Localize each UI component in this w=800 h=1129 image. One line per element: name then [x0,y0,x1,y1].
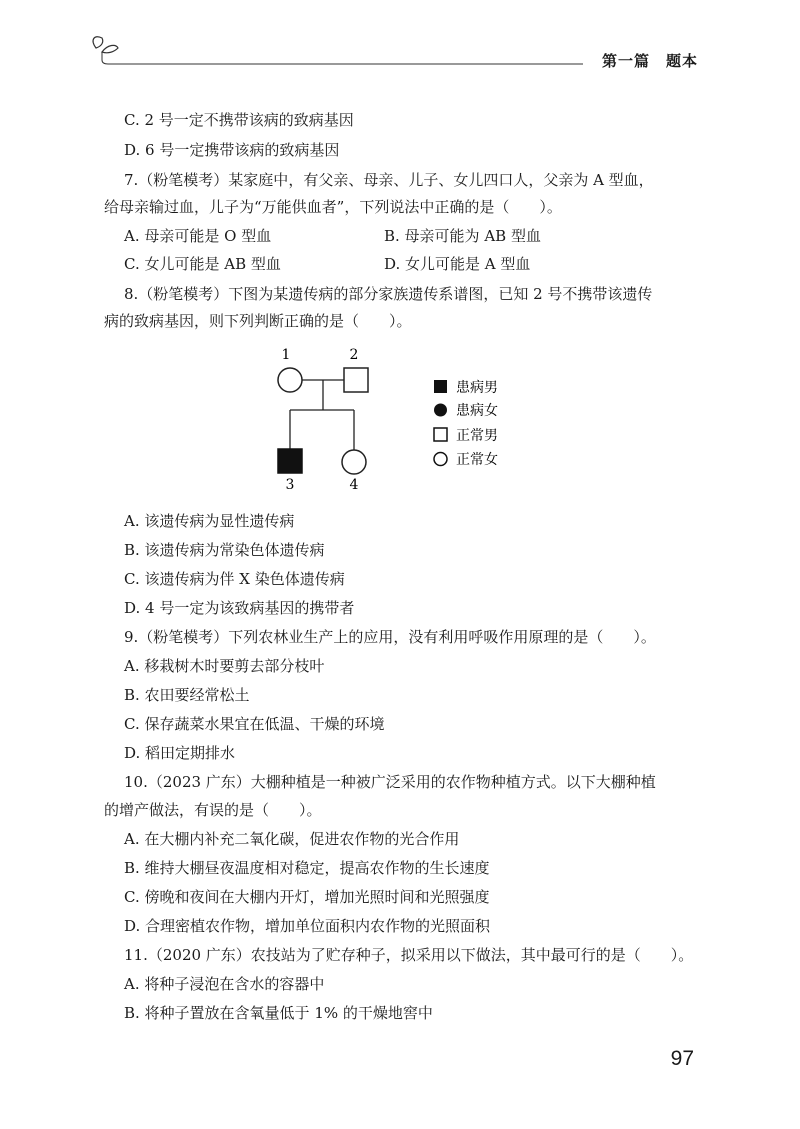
page-header [88,30,698,70]
legend-normal-female: 正常女 [456,452,498,468]
q9-option-b: B. 农田要经常松土 [124,686,250,704]
legend-affected-female-icon [434,404,447,417]
q11-stem-line1: 11.（2020 广东）农技站为了贮存种子，拟采用以下做法，其中最可行的是（ ）。 [124,946,694,964]
legend-normal-male: 正常男 [456,428,498,444]
q8-option-a: A. 该遗传病为显性遗传病 [124,512,295,530]
individual-4-normal-female [342,450,366,474]
q9-option-a: A. 移栽树木时要剪去部分枝叶 [124,657,325,675]
section-title: 第一篇 题本 [601,52,698,70]
pedigree-number-3: 3 [285,477,295,492]
pedigree-chart [268,342,518,492]
q10-option-b: B. 维持大棚昼夜温度相对稳定，提高农作物的生长速度 [124,859,490,877]
legend-normal-male-icon [434,428,447,441]
page-number: 97 [670,1047,694,1070]
individual-3-affected-male [278,449,302,473]
q10-option-d: D. 合理密植农作物，增加单位面积内农作物的光照面积 [124,917,491,935]
legend-normal-female-icon [434,453,447,466]
q8-option-b: B. 该遗传病为常染色体遗传病 [124,541,325,559]
q9-option-c: C. 保存蔬菜水果宜在低温、干燥的环境 [124,715,385,733]
q8-stem-line2: 病的致病基因，则下列判断正确的是（ ）。 [104,312,412,330]
q10-stem-line2: 的增产做法，有误的是（ ）。 [104,801,322,819]
q8-option-c: C. 该遗传病为伴 X 染色体遗传病 [124,570,345,588]
q9-stem-line1: 9.（粉笔模考）下列农林业生产上的应用，没有利用呼吸作用原理的是（ ）。 [124,628,656,646]
individual-1-normal-female [278,368,302,392]
q6-option-c: C. 2 号一定不携带该病的致病基因 [124,111,354,129]
q7-stem-line2: 给母亲输过血，儿子为“万能供血者”，下列说法中正确的是（ ）。 [104,198,562,216]
q11-option-a: A. 将种子浸泡在含水的容器中 [124,975,325,993]
pedigree-number-4: 4 [349,477,359,492]
q7-stem-line1: 7.（粉笔模考）某家庭中，有父亲、母亲、儿子、女儿四口人，父亲为 A 型血， [124,171,654,189]
legend-affected-male-icon [434,380,447,393]
individual-2-normal-male [344,368,368,392]
q8-stem-line1: 8.（粉笔模考）下图为某遗传病的部分家族遗传系谱图，已知 2 号不携带该遗传 [124,285,653,303]
q7-option-d: D. 女儿可能是 A 型血 [384,255,531,273]
q7-option-b: B. 母亲可能为 AB 型血 [384,227,541,245]
pedigree-number-1: 1 [281,347,291,363]
q7-option-c: C. 女儿可能是 AB 型血 [124,255,281,273]
q10-option-c: C. 傍晚和夜间在大棚内开灯，增加光照时间和光照强度 [124,888,490,906]
legend-affected-female: 患病女 [456,403,498,419]
q11-option-b: B. 将种子置放在含氧量低于 1% 的干燥地窖中 [124,1004,433,1022]
q8-option-d: D. 4 号一定为该致病基因的携带者 [124,599,355,617]
q7-option-a: A. 母亲可能是 O 型血 [124,227,272,245]
pedigree-number-2: 2 [349,347,359,363]
q9-option-d: D. 稻田定期排水 [124,744,236,762]
q6-option-d: D. 6 号一定携带该病的致病基因 [124,141,340,159]
legend-affected-male: 患病男 [456,380,498,396]
q10-option-a: A. 在大棚内补充二氧化碳，促进农作物的光合作用 [124,830,460,848]
q10-stem-line1: 10.（2023 广东）大棚种植是一种被广泛采用的农作物种植方式。以下大棚种植 [124,773,656,791]
